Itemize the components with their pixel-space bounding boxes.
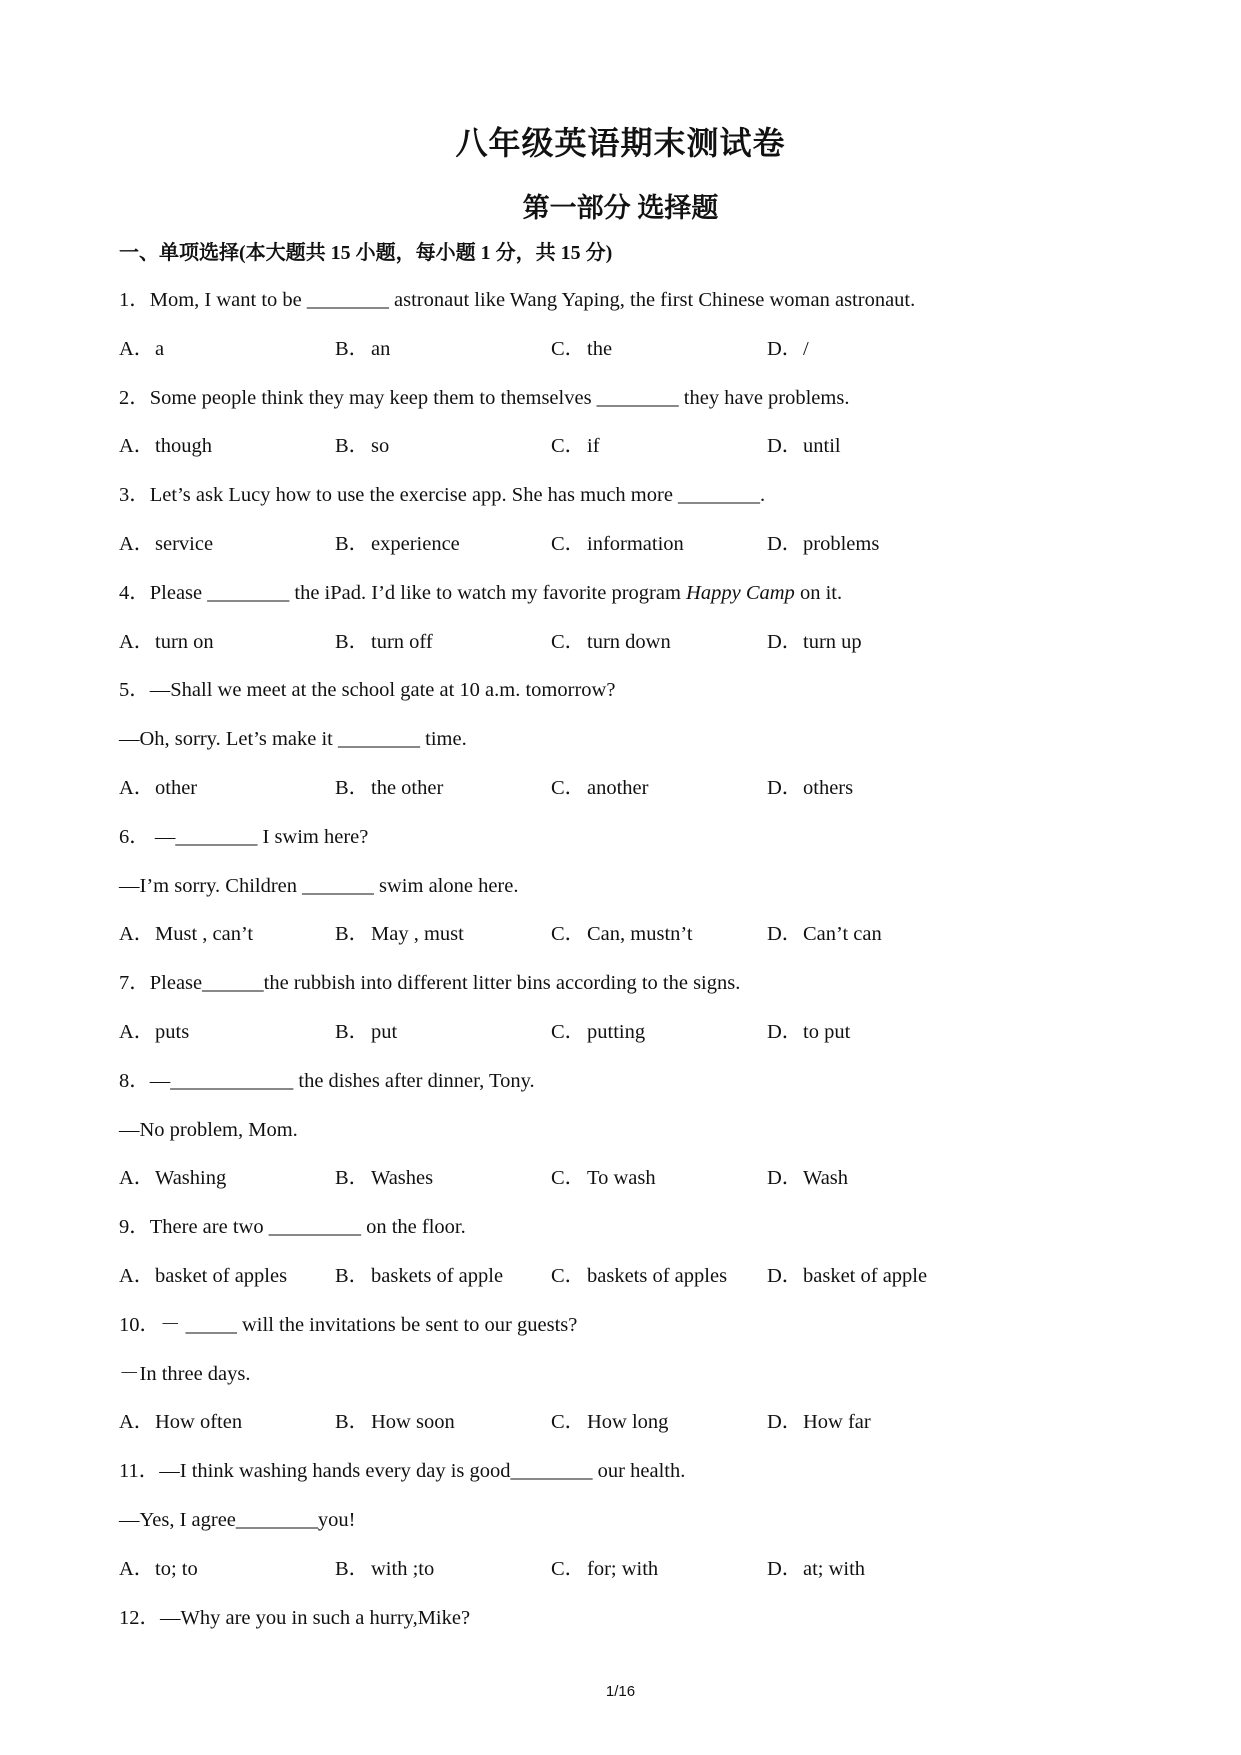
answer-option xyxy=(335,1156,551,1205)
stem-text: on it. xyxy=(794,581,843,604)
option-letter: D． xyxy=(767,1557,803,1580)
answer-option xyxy=(119,766,335,815)
option-text: puts xyxy=(155,1020,190,1043)
option-letter: B． xyxy=(335,435,370,458)
stem-text: I swim here? xyxy=(257,825,369,848)
option-letter: A． xyxy=(119,776,155,799)
option-text: May , must xyxy=(371,923,464,946)
option-letter: B． xyxy=(335,532,370,555)
answer-option xyxy=(551,1400,767,1449)
option-text: To wash xyxy=(587,1167,656,1190)
option-text: for; with xyxy=(587,1557,659,1580)
option-letter: D． xyxy=(767,1411,803,1434)
answer-option xyxy=(119,522,335,571)
question-stem-line xyxy=(119,1205,1129,1254)
stem-text: will the invitations be sent to our guests? xyxy=(236,1313,578,1336)
option-letter: A． xyxy=(119,1557,155,1580)
option-text: an xyxy=(371,337,391,360)
answer-option xyxy=(119,1547,335,1596)
option-letter: C． xyxy=(551,435,586,458)
option-letter: B． xyxy=(335,1411,370,1434)
option-text: Must , can’t xyxy=(155,923,254,946)
option-letter: B． xyxy=(335,776,370,799)
answer-option xyxy=(767,522,983,571)
option-letter: C． xyxy=(551,923,586,946)
answer-option xyxy=(767,766,983,815)
answer-option xyxy=(767,912,983,961)
question-item xyxy=(119,1449,1129,1595)
option-text: turn down xyxy=(587,630,671,653)
option-text: to put xyxy=(803,1020,851,1043)
option-text: to; to xyxy=(155,1557,198,1580)
answer-blank: ________ xyxy=(678,484,761,507)
answer-option xyxy=(119,424,335,473)
stem-text: 9．There are two xyxy=(119,1216,269,1239)
option-text: another xyxy=(587,776,649,799)
answer-option xyxy=(335,1010,551,1059)
question-item xyxy=(119,961,1129,1059)
answer-blank: ______ xyxy=(202,972,264,995)
question-item xyxy=(119,278,1129,376)
answer-option xyxy=(551,912,767,961)
answer-option xyxy=(767,1400,983,1449)
option-text: put xyxy=(371,1020,398,1043)
answer-blank: _______ xyxy=(302,874,374,897)
option-letter: C． xyxy=(551,630,586,653)
answer-blank: ________ xyxy=(235,1508,318,1531)
option-letter: D． xyxy=(767,1167,803,1190)
option-letter: B． xyxy=(335,1557,370,1580)
answer-option xyxy=(335,620,551,669)
answer-blank: ________ xyxy=(207,581,290,604)
question-stem-line xyxy=(119,1498,1129,1547)
answer-option xyxy=(119,1010,335,1059)
answer-option xyxy=(335,766,551,815)
options-row xyxy=(119,522,1129,571)
stem-text: you! xyxy=(317,1508,356,1531)
stem-text: 11．—I think washing hands every day is good xyxy=(119,1460,511,1483)
option-letter: C． xyxy=(551,337,586,360)
question-item xyxy=(119,1059,1129,1205)
option-letter: B． xyxy=(335,923,370,946)
option-text: others xyxy=(803,776,854,799)
answer-option xyxy=(335,522,551,571)
answer-option xyxy=(335,327,551,376)
option-letter: D． xyxy=(767,923,803,946)
stem-text: —No problem, Mom. xyxy=(119,1118,298,1141)
option-text: at; with xyxy=(803,1557,866,1580)
option-text: the xyxy=(587,337,613,360)
option-text: so xyxy=(371,435,390,458)
stem-text: our health. xyxy=(592,1460,686,1483)
answer-option xyxy=(767,1547,983,1596)
stem-text: swim alone here. xyxy=(373,874,519,897)
option-text: / xyxy=(803,337,809,360)
option-letter: A． xyxy=(119,1167,155,1190)
answer-option xyxy=(551,424,767,473)
question-stem-line xyxy=(119,278,1129,327)
question-stem-line xyxy=(119,1108,1129,1157)
answer-option xyxy=(335,424,551,473)
question-list xyxy=(119,278,1129,1644)
stem-text: —I’m sorry. Children xyxy=(119,874,303,897)
option-text: putting xyxy=(587,1020,646,1043)
option-text: turn up xyxy=(803,630,862,653)
option-text: service xyxy=(155,532,214,555)
question-item xyxy=(119,1596,1129,1645)
answer-option xyxy=(767,327,983,376)
answer-blank: _________ xyxy=(268,1216,361,1239)
option-letter: A． xyxy=(119,630,155,653)
option-text: basket of apple xyxy=(803,1264,928,1287)
option-text: How long xyxy=(587,1411,669,1434)
question-item xyxy=(119,668,1129,814)
option-letter: D． xyxy=(767,532,803,555)
options-row xyxy=(119,766,1129,815)
option-letter: B． xyxy=(335,1264,370,1287)
options-row xyxy=(119,1156,1129,1205)
exam-title: 八年级英语期末测试卷 xyxy=(455,125,786,161)
stem-text: 12．—Why are you in such a hurry,Mike? xyxy=(119,1606,471,1629)
option-letter: C． xyxy=(551,1020,586,1043)
question-item xyxy=(119,815,1129,961)
stem-text: —Yes, I agree xyxy=(119,1508,236,1531)
answer-option xyxy=(335,912,551,961)
answer-option xyxy=(551,327,767,376)
part-title: 第一部分 选择题 xyxy=(522,193,719,223)
option-text: basket of apples xyxy=(155,1264,288,1287)
question-stem-line xyxy=(119,473,1129,522)
option-letter: D． xyxy=(767,776,803,799)
answer-option xyxy=(335,1547,551,1596)
option-text: if xyxy=(587,435,600,458)
answer-option xyxy=(551,620,767,669)
stem-text: they have problems. xyxy=(678,386,850,409)
answer-option xyxy=(119,1156,335,1205)
option-text: Can, mustn’t xyxy=(587,923,693,946)
option-text: Wash xyxy=(803,1167,849,1190)
question-stem-line xyxy=(119,1303,1129,1352)
stem-text: 5．—Shall we meet at the school gate at 10 a.m. tomorrow? xyxy=(119,679,616,702)
answer-option xyxy=(551,1010,767,1059)
question-item xyxy=(119,376,1129,474)
answer-blank: ____________ xyxy=(170,1069,294,1092)
option-letter: A． xyxy=(119,1264,155,1287)
answer-blank: ________ xyxy=(510,1460,593,1483)
stem-text: time. xyxy=(420,728,467,751)
option-letter: B． xyxy=(335,1167,370,1190)
option-text: Washes xyxy=(371,1167,434,1190)
answer-blank: ________ xyxy=(175,825,258,848)
option-text: the other xyxy=(371,776,444,799)
option-text: though xyxy=(155,435,212,458)
question-stem-line xyxy=(119,1596,1129,1645)
option-letter: B． xyxy=(335,337,370,360)
question-stem-line xyxy=(119,717,1129,766)
answer-option xyxy=(551,522,767,571)
question-stem-line xyxy=(119,1352,1129,1401)
answer-blank: ________ xyxy=(306,289,389,311)
option-text: turn on xyxy=(155,630,214,653)
option-letter: C． xyxy=(551,776,586,799)
answer-option xyxy=(551,1547,767,1596)
option-text: until xyxy=(803,435,841,458)
option-letter: D． xyxy=(767,1264,803,1287)
options-row xyxy=(119,1010,1129,1059)
option-letter: A． xyxy=(119,532,155,555)
option-text: How soon xyxy=(371,1411,455,1434)
options-row xyxy=(119,620,1129,669)
stem-text: astronaut like Wang Yaping, the first Chinese woman astronaut. xyxy=(388,289,916,311)
question-stem-line xyxy=(119,668,1129,717)
question-stem-line xyxy=(119,376,1129,425)
option-letter: C． xyxy=(551,1264,586,1287)
option-letter: D． xyxy=(767,435,803,458)
option-text: information xyxy=(587,532,684,555)
answer-option xyxy=(335,1254,551,1303)
question-stem-line xyxy=(119,571,1129,620)
option-letter: A． xyxy=(119,435,155,458)
answer-option xyxy=(551,766,767,815)
stem-text: 1．Mom, I want to be xyxy=(119,289,307,311)
option-letter: C． xyxy=(551,1557,586,1580)
program-title: Happy Camp xyxy=(686,581,795,604)
option-letter: A． xyxy=(119,1020,155,1043)
question-item xyxy=(119,571,1129,669)
option-letter: D． xyxy=(767,630,803,653)
option-letter: A． xyxy=(119,1411,155,1434)
answer-option xyxy=(767,1156,983,1205)
stem-text: the iPad. I’d like to watch my favorite program xyxy=(289,581,687,604)
stem-text: . xyxy=(760,484,766,507)
answer-option xyxy=(335,1400,551,1449)
question-stem-line xyxy=(119,1059,1129,1108)
options-row xyxy=(119,1254,1129,1303)
stem-text: 3．Let’s ask Lucy how to use the exercise app. She has much more xyxy=(119,484,679,507)
option-text: How far xyxy=(803,1411,871,1434)
option-text: turn off xyxy=(371,630,433,653)
answer-option xyxy=(119,912,335,961)
answer-option xyxy=(767,424,983,473)
option-text: experience xyxy=(371,532,460,555)
option-text: problems xyxy=(803,532,880,555)
option-text: Washing xyxy=(155,1167,227,1190)
stem-text: 7．Please xyxy=(119,972,203,995)
options-row xyxy=(119,424,1129,473)
option-text: other xyxy=(155,776,198,799)
options-row xyxy=(119,1547,1129,1596)
stem-text: the rubbish into different litter bins according to the signs. xyxy=(263,972,741,995)
answer-blank: ________ xyxy=(596,386,679,409)
question-stem-line xyxy=(119,1449,1129,1498)
question-stem-line xyxy=(119,961,1129,1010)
options-row xyxy=(119,327,1129,376)
option-letter: B． xyxy=(335,1020,370,1043)
answer-option xyxy=(767,1010,983,1059)
answer-option xyxy=(551,1156,767,1205)
option-letter: C． xyxy=(551,1167,586,1190)
option-letter: D． xyxy=(767,337,803,360)
option-letter: A． xyxy=(119,923,155,946)
stem-text: the dishes after dinner, Tony. xyxy=(293,1069,535,1092)
question-stem-line xyxy=(119,815,1129,864)
answer-blank: _____ xyxy=(185,1313,237,1336)
option-letter: A． xyxy=(119,337,155,360)
options-row xyxy=(119,1400,1129,1449)
answer-option xyxy=(119,327,335,376)
stem-text: 8．— xyxy=(119,1069,171,1092)
stem-text: 2．Some people think they may keep them to themselves xyxy=(119,386,597,409)
option-letter: B． xyxy=(335,630,370,653)
stem-text: 4．Please xyxy=(119,581,208,604)
answer-option xyxy=(551,1254,767,1303)
answer-option xyxy=(767,620,983,669)
question-stem-line xyxy=(119,864,1129,913)
stem-text: —Oh, sorry. Let’s make it xyxy=(119,728,339,751)
question-item xyxy=(119,473,1129,571)
answer-blank: ________ xyxy=(338,728,421,751)
option-text: Can’t can xyxy=(803,923,882,946)
options-row xyxy=(119,912,1129,961)
stem-text: on the floor. xyxy=(360,1216,466,1239)
answer-option xyxy=(767,1254,983,1303)
option-text: a xyxy=(155,337,165,360)
option-text: baskets of apple xyxy=(371,1264,504,1287)
question-item xyxy=(119,1205,1129,1303)
option-letter: C． xyxy=(551,532,586,555)
answer-option xyxy=(119,1400,335,1449)
stem-text: 10．－ xyxy=(119,1313,186,1336)
page-number: 1/16 xyxy=(605,1683,636,1700)
section-heading: 一、单项选择(本大题共 15 小题，每小题 1 分，共 15 分) xyxy=(119,242,613,264)
option-letter: D． xyxy=(767,1020,803,1043)
option-text: with ;to xyxy=(371,1557,435,1580)
stem-text: 6． — xyxy=(119,825,176,848)
option-letter: C． xyxy=(551,1411,586,1434)
stem-text: －In three days. xyxy=(119,1362,251,1385)
option-text: How often xyxy=(155,1411,243,1434)
answer-option xyxy=(119,1254,335,1303)
option-text: baskets of apples xyxy=(587,1264,728,1287)
answer-option xyxy=(119,620,335,669)
question-item xyxy=(119,1303,1129,1449)
